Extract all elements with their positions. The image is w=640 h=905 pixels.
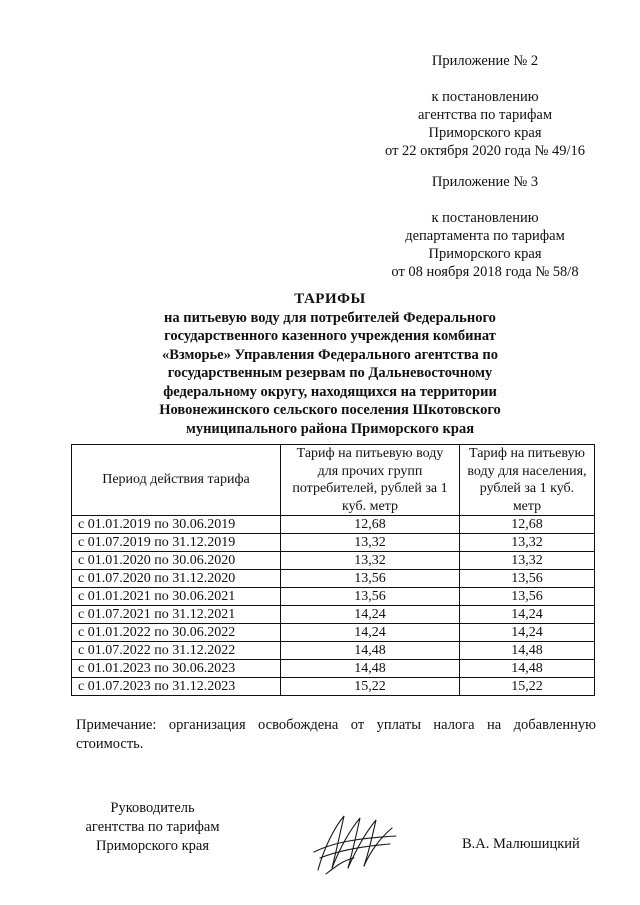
appendix-2-line: от 22 октября 2020 года № 49/16 (385, 143, 585, 159)
cell-period: с 01.07.2019 по 31.12.2019 (72, 534, 281, 552)
title-line: «Взморье» Управления Федерального агентства по (161, 346, 499, 363)
table-row (72, 516, 595, 534)
title-line: муниципального района Приморского края (185, 420, 475, 437)
table-row (72, 570, 595, 588)
appendix-3-line: от 08 ноября 2018 года № 58/8 (391, 264, 579, 280)
title-line: государственного казенного учреждения комбинат (164, 328, 496, 344)
cell-period: с 01.07.2020 по 31.12.2020 (72, 570, 281, 588)
cell-tariff-population: 13,32 (460, 534, 595, 552)
cell-period: с 01.01.2021 по 30.06.2021 (72, 588, 281, 606)
handwritten-signature-icon (310, 808, 400, 878)
cell-tariff-other: 14,24 (281, 624, 460, 642)
cell-period: с 01.01.2020 по 30.06.2020 (72, 552, 281, 570)
table-row (72, 642, 595, 660)
cell-period: с 01.01.2019 по 30.06.2019 (72, 516, 281, 534)
table-row (72, 534, 595, 552)
cell-period: с 01.07.2023 по 31.12.2023 (72, 678, 281, 696)
cell-tariff-other: 12,68 (281, 516, 460, 534)
cell-tariff-other: 13,56 (281, 570, 460, 588)
cell-tariff-other: 14,48 (281, 642, 460, 660)
signatory-name: В.А. Малюшицкий (462, 836, 580, 852)
cell-tariff-other: 13,32 (281, 552, 460, 570)
tariff-table (71, 444, 595, 696)
cell-tariff-population: 14,48 (460, 660, 595, 678)
column-header-other-consumers: Тариф на питьевую воду для прочих групп потребителей, рублей за 1 куб. метр (281, 445, 460, 516)
title-line: государственным резервам по Дальневосточному (167, 365, 493, 381)
appendix-3-title: Приложение № 3 (431, 174, 539, 190)
column-header-population: Тариф на питьевую воду для населения, рублей за 1 куб. метр (460, 445, 595, 516)
table-row (72, 588, 595, 606)
cell-tariff-population: 13,56 (460, 588, 595, 606)
cell-tariff-population: 14,24 (460, 606, 595, 624)
note-text: Примечание: организация освобождена от уплаты налога на добавленную стоимость. (76, 717, 596, 752)
column-header-period: Период действия тарифа (72, 445, 281, 516)
cell-tariff-other: 15,22 (281, 678, 460, 696)
title-line: на питьевую воду для потребителей Федерального (164, 309, 496, 326)
cell-tariff-population: 14,24 (460, 624, 595, 642)
role-line: Приморского края (95, 838, 209, 854)
cell-tariff-population: 14,48 (460, 642, 595, 660)
cell-period: с 01.07.2022 по 31.12.2022 (72, 642, 281, 660)
cell-period: с 01.07.2021 по 31.12.2021 (72, 606, 281, 624)
table-body (72, 516, 595, 696)
table-row (72, 660, 595, 678)
cell-tariff-population: 12,68 (460, 516, 595, 534)
cell-tariff-population: 13,32 (460, 552, 595, 570)
cell-tariff-other: 14,24 (281, 606, 460, 624)
role-line: агентства по тарифам (85, 819, 220, 835)
cell-tariff-other: 13,56 (281, 588, 460, 606)
appendix-2-line: агентства по тарифам (418, 107, 552, 123)
appendix-2-title: Приложение № 2 (431, 53, 539, 69)
appendix-2-header (360, 52, 610, 160)
appendix-3-line: Приморского края (428, 246, 542, 262)
appendix-2-line: Приморского края (428, 125, 542, 141)
table-row (72, 552, 595, 570)
appendix-3-line: департамента по тарифам (405, 228, 565, 244)
cell-tariff-other: 13,32 (281, 534, 460, 552)
title-main: ТАРИФЫ (294, 291, 366, 307)
cell-tariff-population: 15,22 (460, 678, 595, 696)
appendix-3-header (360, 173, 610, 281)
cell-tariff-population: 13,56 (460, 570, 595, 588)
table-row (72, 678, 595, 696)
role-line: Руководитель (110, 800, 195, 816)
document-title (110, 290, 550, 438)
appendix-2-line: к постановлению (431, 89, 539, 105)
title-line: Новонежинского сельского поселения Шкотовского (159, 402, 501, 418)
table-row (72, 606, 595, 624)
cell-period: с 01.01.2023 по 30.06.2023 (72, 660, 281, 678)
table-row (72, 624, 595, 642)
signatory-role (60, 799, 245, 856)
table-header-row (72, 445, 595, 516)
title-line: федеральному округу, находящихся на территории (163, 383, 497, 400)
appendix-3-line: к постановлению (431, 210, 539, 226)
cell-period: с 01.01.2022 по 30.06.2022 (72, 624, 281, 642)
cell-tariff-other: 14,48 (281, 660, 460, 678)
